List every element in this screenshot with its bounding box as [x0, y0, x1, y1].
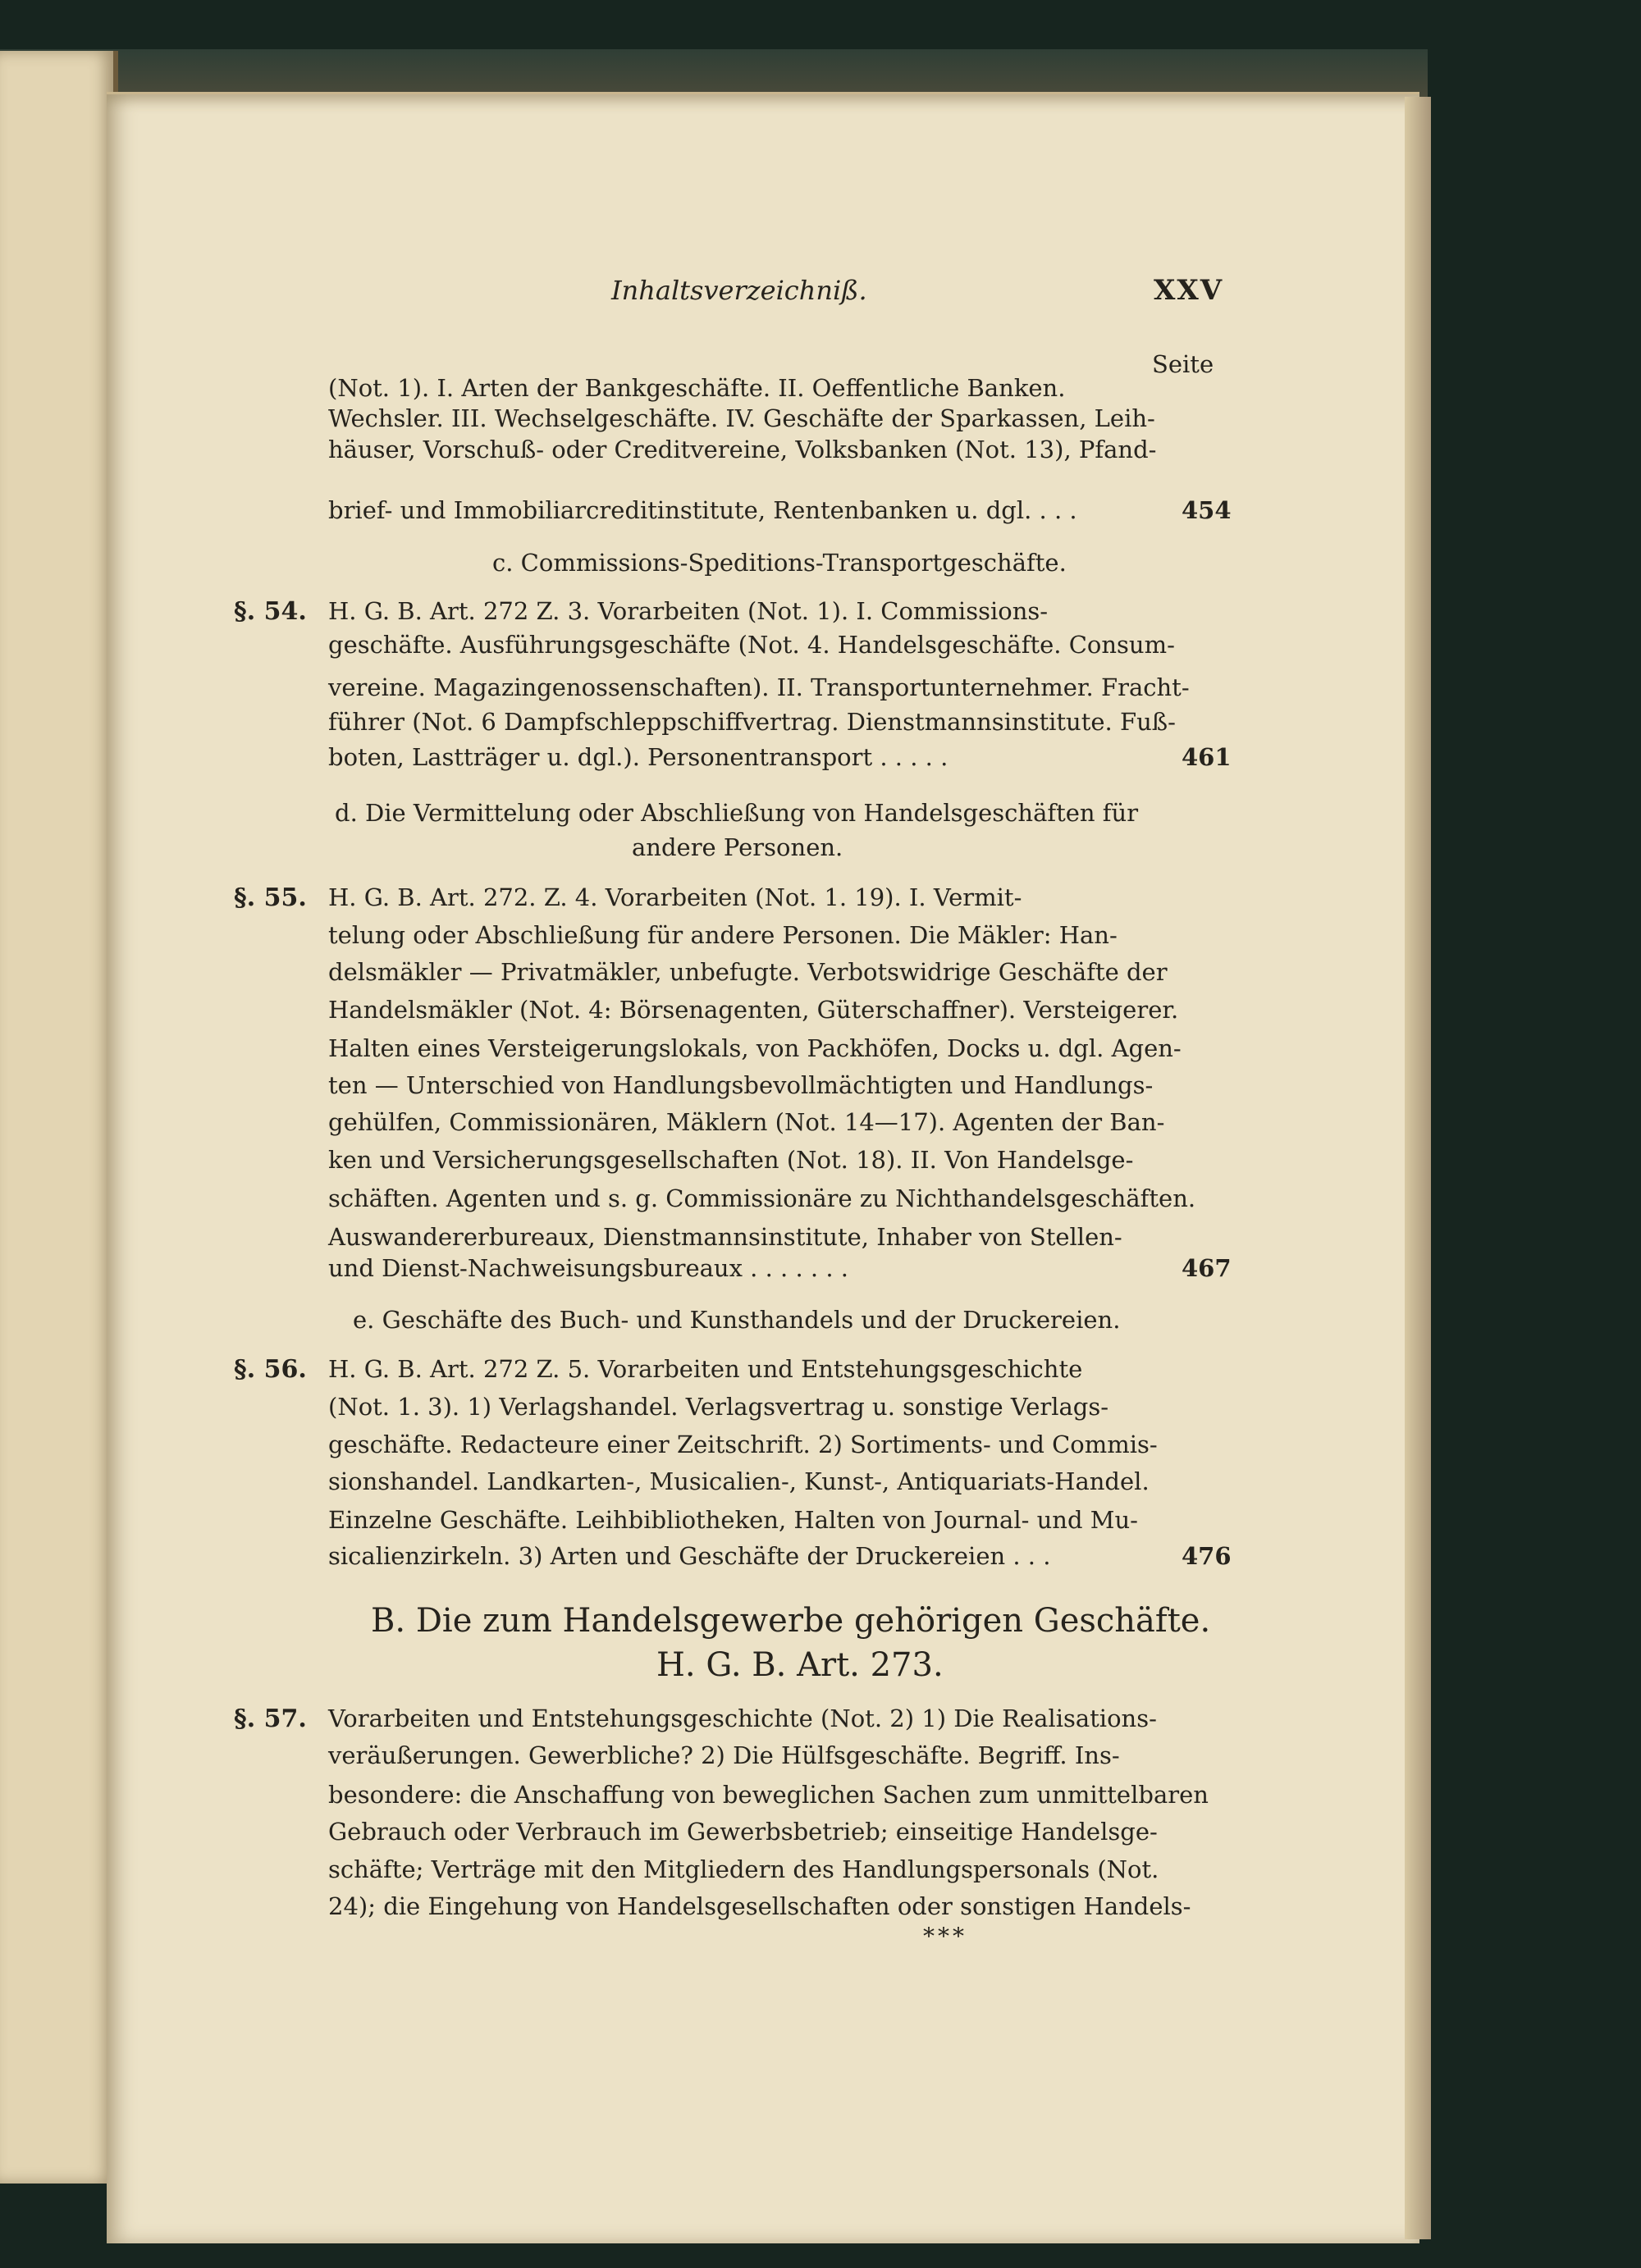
toc-page-ref: 461: [1182, 743, 1232, 771]
page-number-roman: XXV: [1154, 274, 1224, 307]
toc-line: veräußerungen. Gewerbliche? 2) Die Hülfsgeschäfte. Begriff. Ins-: [328, 1741, 1120, 1769]
toc-subheading: e. Geschäfte des Buch- und Kunsthandels und der Druckereien.: [353, 1306, 1121, 1334]
toc-line: Vorarbeiten und Entstehungsgeschichte (Not. 2) 1) Die Realisations-: [328, 1704, 1157, 1732]
toc-line: schäften. Agenten und s. g. Commissionäre zu Nichthandelsgeschäften.: [328, 1184, 1196, 1212]
toc-line: und Dienst-Nachweisungsbureaux . . . . . . .: [328, 1254, 849, 1282]
toc-subheading: c. Commissions-Speditions-Transportgeschäfte.: [492, 549, 1067, 577]
toc-line: führer (Not. 6 Dampfschleppschiffvertrag. Dienstmannsinstitute. Fuß-: [328, 708, 1176, 736]
toc-line: Gebrauch oder Verbrauch im Gewerbsbetrieb; einseitige Handelsge-: [328, 1818, 1158, 1846]
seite-column-label: Seite: [1152, 350, 1214, 378]
page-stack-edge: [1405, 97, 1431, 2239]
left-page-edge: [0, 51, 118, 2184]
toc-line: sionshandel. Landkarten-, Musicalien-, Kunst-, Antiquariats-Handel.: [328, 1467, 1150, 1495]
toc-line: 24); die Eingehung von Handelsgesellschaften oder sonstigen Handels-: [328, 1892, 1191, 1920]
running-head-title: Inhaltsverzeichniß.: [611, 275, 867, 306]
book-cover-edge: [0, 49, 1428, 98]
toc-line: sicalienzirkeln. 3) Arten und Geschäfte der Druckereien . . .: [328, 1542, 1051, 1570]
section-number: §. 55.: [234, 883, 307, 912]
toc-page-ref: 467: [1182, 1254, 1232, 1282]
toc-line: schäfte; Verträge mit den Mitgliedern des Handlungspersonals (Not.: [328, 1855, 1159, 1883]
toc-line: gehülfen, Commissionären, Mäklern (Not. 14—17). Agenten der Ban-: [328, 1108, 1165, 1136]
section-number: §. 56.: [234, 1355, 307, 1384]
toc-line: häuser, Vorschuß- oder Creditvereine, Volksbanken (Not. 13), Pfand-: [328, 436, 1157, 463]
toc-line: telung oder Abschließung für andere Personen. Die Mäkler: Han-: [328, 921, 1118, 949]
toc-line: Halten eines Versteigerungslokals, von Packhöfen, Docks u. dgl. Agen-: [328, 1034, 1182, 1062]
signature-mark: ***: [923, 1923, 967, 1950]
toc-page-ref: 454: [1182, 496, 1232, 524]
toc-line: (Not. 1. 3). 1) Verlagshandel. Verlagsvertrag u. sonstige Verlags-: [328, 1393, 1109, 1421]
toc-line: H. G. B. Art. 272. Z. 4. Vorarbeiten (Not. 1. 19). I. Vermit-: [328, 883, 1022, 911]
toc-line: brief- und Immobiliarcreditinstitute, Rentenbanken u. dgl. . . .: [328, 496, 1077, 524]
toc-line: geschäfte. Redacteure einer Zeitschrift. 2) Sortiments- und Commis-: [328, 1431, 1158, 1458]
toc-line: besondere: die Anschaffung von beweglichen Sachen zum unmittelbaren: [328, 1781, 1209, 1809]
toc-subheading: d. Die Vermittelung oder Abschließung von Handelsgeschäften für: [335, 799, 1139, 827]
section-heading: H. G. B. Art. 273.: [656, 1646, 944, 1684]
toc-line: delsmäkler — Privatmäkler, unbefugte. Verbotswidrige Geschäfte der: [328, 958, 1168, 986]
toc-line: vereine. Magazingenossenschaften). II. Transportunternehmer. Fracht-: [328, 673, 1190, 701]
toc-line: Auswandererbureaux, Dienstmannsinstitute, Inhaber von Stellen-: [328, 1223, 1122, 1251]
toc-page-ref: 476: [1182, 1542, 1232, 1570]
section-number: §. 54.: [234, 597, 307, 626]
toc-line: H. G. B. Art. 272 Z. 5. Vorarbeiten und Entstehungsgeschichte: [328, 1355, 1083, 1383]
toc-line: Wechsler. III. Wechselgeschäfte. IV. Geschäfte der Sparkassen, Leih-: [328, 404, 1155, 432]
toc-subheading: andere Personen.: [632, 833, 843, 861]
toc-line: H. G. B. Art. 272 Z. 3. Vorarbeiten (Not. 1). I. Commissions-: [328, 597, 1049, 625]
toc-line: (Not. 1). I. Arten der Bankgeschäfte. II. Oeffentliche Banken.: [328, 374, 1066, 402]
section-number: §. 57.: [234, 1704, 307, 1733]
toc-line: Einzelne Geschäfte. Leihbibliotheken, Halten von Journal- und Mu-: [328, 1506, 1138, 1534]
toc-line: ken und Versicherungsgesellschaften (Not. 18). II. Von Handelsge-: [328, 1146, 1134, 1174]
section-heading: B. Die zum Handelsgewerbe gehörigen Geschäfte.: [371, 1602, 1211, 1640]
toc-line: Handelsmäkler (Not. 4: Börsenagenten, Güterschaffner). Versteigerer.: [328, 996, 1179, 1024]
toc-line: ten — Unterschied von Handlungsbevollmächtigten und Handlungs-: [328, 1071, 1154, 1099]
toc-line: boten, Lastträger u. dgl.). Personentransport . . . . .: [328, 743, 948, 771]
toc-line: geschäfte. Ausführungsgeschäfte (Not. 4. Handelsgeschäfte. Consum-: [328, 631, 1175, 659]
